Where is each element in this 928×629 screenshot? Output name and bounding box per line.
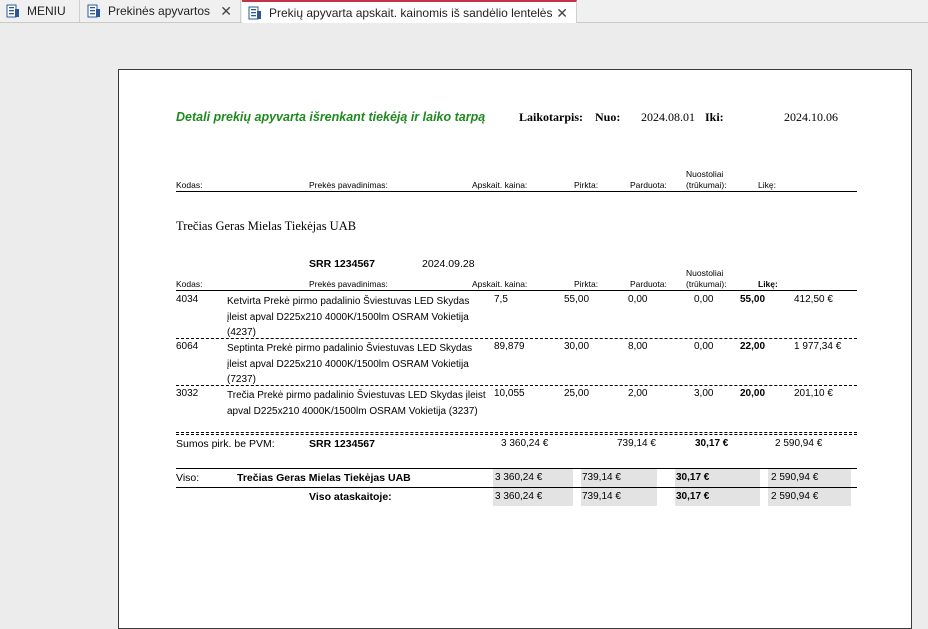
row-name: Trečia Prekė pirmo padalinio Šviestuvas LED Skydas įleist apval D225x210 4000K/1500lm OSRAM Vokietija (3237)	[227, 390, 486, 417]
header-loss-line2: (trūkumai):	[686, 180, 727, 190]
tab-prekiu-apyvarta[interactable]	[242, 0, 577, 23]
header-name: Prekės pavadinimas:	[309, 180, 388, 190]
report-title: Detali prekių apyvarta išrenkant tiekėją ir laiko tarpą	[176, 110, 486, 124]
inv-header-code: Kodas:	[176, 279, 203, 289]
row-code: 4034	[176, 294, 199, 305]
from-label: Nuo:	[595, 110, 621, 124]
tab-prekines-apyvartos[interactable]	[81, 0, 241, 22]
sum-bought: 3 360,24 €	[501, 438, 549, 449]
row-divider	[176, 338, 857, 339]
report-icon	[6, 4, 20, 18]
report-icon	[248, 6, 262, 20]
supplier-name: Trečias Geras Mielas Tiekėjas UAB	[176, 219, 357, 233]
period-label: Laikotarpis:	[519, 110, 584, 124]
row-price: 89,879	[494, 341, 525, 352]
total-sold: 739,14 €	[582, 472, 621, 483]
grand-total-label: Viso ataskaitoje:	[309, 491, 392, 503]
sum-left: 2 590,94 €	[775, 438, 823, 449]
close-icon[interactable]: ✕	[556, 4, 568, 21]
header-loss-line1: Nuostoliai	[686, 169, 724, 179]
sum-invoice-number: SRR 1234567	[309, 438, 375, 450]
report-icon	[87, 4, 101, 18]
document-tab-bar	[0, 0, 928, 23]
row-left: 22,00	[740, 341, 766, 352]
sum-sold: 739,14 €	[617, 438, 656, 449]
to-label: Iki:	[705, 110, 724, 124]
row-sold: 2,00	[628, 388, 648, 399]
row-price: 7,5	[494, 294, 508, 305]
close-icon[interactable]: ✕	[220, 3, 232, 19]
row-bought: 55,00	[564, 294, 590, 305]
grand-bought: 3 360,24 €	[495, 491, 543, 502]
row-value: 412,50 €	[794, 294, 833, 305]
row-name: Septinta Prekė pirmo padalinio Šviestuvas LED Skydas įleist apval D225x210 4000K/1500lm OSRAM Vokietija (7237)	[227, 343, 473, 385]
inv-header-left: Likę:	[758, 279, 778, 289]
row-name: Ketvirta Prekė pirmo padalinio Šviestuvas LED Skydas įleist apval D225x210 4000K/1500lm OSRAM Vokietija (4237)	[227, 296, 470, 338]
grand-left: 2 590,94 €	[771, 491, 819, 502]
inv-header-name: Prekės pavadinimas:	[309, 279, 388, 289]
inv-header-bought: Pirkta:	[574, 279, 599, 289]
row-code: 6064	[176, 341, 199, 352]
tab-label: Prekinės apyvartos	[108, 4, 211, 18]
tab-label: Prekių apyvarta apskait. kainomis iš sandėlio lentelės	[269, 5, 553, 20]
tab-meniu[interactable]	[0, 0, 80, 22]
sum-loss: 30,17 €	[695, 438, 729, 449]
row-sold: 0,00	[628, 294, 648, 305]
from-date: 2024.08.01	[641, 110, 695, 124]
row-loss: 3,00	[694, 388, 714, 399]
grand-sold: 739,14 €	[582, 491, 621, 502]
header-rule	[176, 191, 857, 192]
invoice-number: SRR 1234567	[309, 258, 375, 270]
row-left: 20,00	[740, 388, 766, 399]
header-code: Kodas:	[176, 180, 203, 190]
total-loss: 30,17 €	[676, 472, 710, 483]
row-code: 3032	[176, 388, 199, 399]
row-sold: 8,00	[628, 341, 648, 352]
total-label: Viso:	[176, 472, 200, 484]
inv-header-loss-line2: (trūkumai):	[686, 279, 727, 289]
row-divider	[176, 432, 857, 433]
header-price: Apskait. kaina:	[472, 180, 528, 190]
row-divider	[176, 385, 857, 386]
inv-header-price: Apskait. kaina:	[472, 279, 528, 289]
row-loss: 0,00	[694, 294, 714, 305]
report-page	[118, 69, 912, 629]
row-loss: 0,00	[694, 341, 714, 352]
row-value: 201,10 €	[794, 388, 833, 399]
inv-header-sold: Parduota:	[630, 279, 667, 289]
inv-header-loss-line1: Nuostoliai	[686, 268, 724, 278]
sum-label: Sumos pirk. be PVM:	[176, 438, 275, 450]
total-bought: 3 360,24 €	[495, 472, 543, 483]
total-supplier: Trečias Geras Mielas Tiekėjas UAB	[237, 472, 411, 484]
grand-loss: 30,17 €	[676, 491, 710, 502]
row-bought: 25,00	[564, 388, 590, 399]
row-left: 55,00	[740, 294, 766, 305]
header-sold: Parduota:	[630, 180, 667, 190]
inv-header-rule	[176, 290, 857, 291]
to-date: 2024.10.06	[784, 110, 838, 124]
header-left: Likę:	[758, 180, 776, 190]
row-divider	[176, 434, 857, 435]
row-price: 10,055	[494, 388, 525, 399]
tab-label: MENIU	[27, 4, 66, 18]
total-left: 2 590,94 €	[771, 472, 819, 483]
header-bought: Pirkta:	[574, 180, 599, 190]
row-value: 1 977,34 €	[794, 341, 842, 352]
invoice-date: 2024.09.28	[422, 258, 475, 270]
row-bought: 30,00	[564, 341, 590, 352]
